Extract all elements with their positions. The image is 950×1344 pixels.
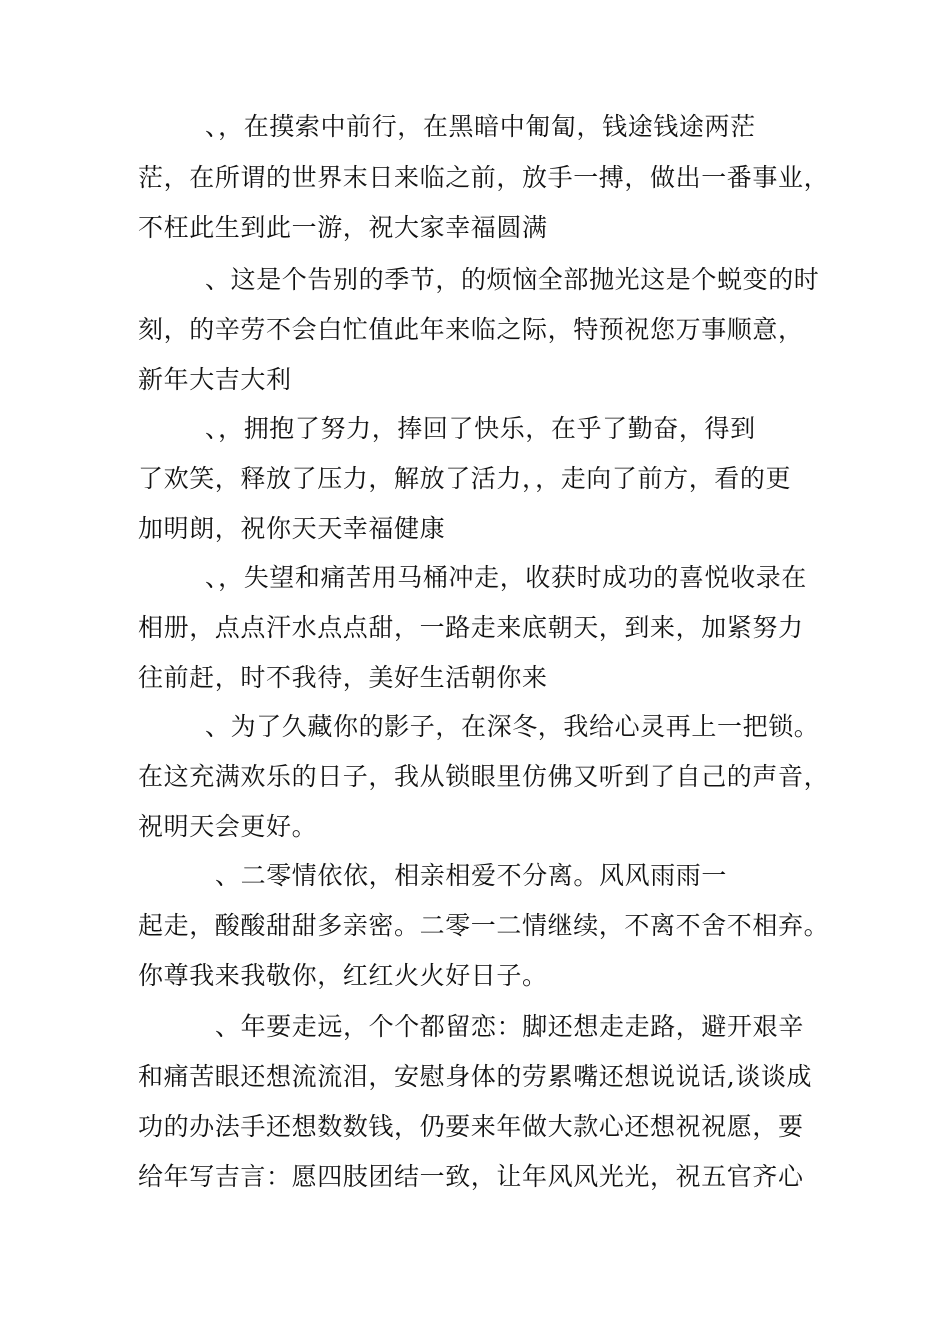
paragraph-5-line-2: 在这充满欢乐的日子，我从锁眼里仿佛又听到了自己的声音， <box>138 762 830 791</box>
paragraph-3-line-2: 了欢笑，释放了压力，解放了活力，，走向了前方，看的更 <box>138 464 792 493</box>
paragraph-5-line-3: 祝明天会更好。 <box>138 812 318 841</box>
paragraph-3-line-1: 、，拥抱了努力，捧回了快乐，在乎了勤奋，得到 <box>205 414 756 443</box>
paragraph-1-line-1: 、，在摸索中前行，在黑暗中匍匐，钱途钱途两茫 <box>205 112 756 141</box>
paragraph-4-line-2: 相册，点点汗水点点甜，一路走来底朝天，到来，加紧努力 <box>138 613 804 642</box>
paragraph-6-line-1: 、二零情依依，相亲相爱不分离。风风雨雨一 <box>215 861 728 890</box>
paragraph-7-line-1: 、年要走远，个个都留恋：脚还想走走路，避开艰辛 <box>215 1012 804 1041</box>
paragraph-7-line-2: 和痛苦眼还想流流泪，安慰身体的劳累嘴还想说说话,谈谈成 <box>138 1062 813 1091</box>
paragraph-2-line-3: 新年大吉大利 <box>138 365 292 394</box>
paragraph-1-line-3: 不枉此生到此一游，祝大家幸福圆满 <box>138 213 548 242</box>
paragraph-6-line-2: 起走，酸酸甜甜多亲密。二零一二情继续，不离不舍不相弃。 <box>138 911 830 940</box>
paragraph-6-line-3: 你尊我来我敬你，红红火火好日子。 <box>138 961 548 990</box>
paragraph-7-line-4: 给年写吉言：愿四肢团结一致，让年风风光光，祝五官齐心 <box>138 1162 804 1191</box>
paragraph-7-line-3: 功的办法手还想数数钱，仍要来年做大款心还想祝祝愿，要 <box>138 1112 804 1141</box>
paragraph-3-line-3: 加明朗，祝你天天幸福健康 <box>138 514 446 543</box>
paragraph-4-line-1: 、，失望和痛苦用马桶冲走，收获时成功的喜悦收录在 <box>205 563 807 592</box>
paragraph-2-line-2: 刻，的辛劳不会白忙值此年来临之际，特预祝您万事顺意， <box>138 315 804 344</box>
paragraph-4-line-3: 往前赶，时不我待，美好生活朝你来 <box>138 663 548 692</box>
paragraph-2-line-1: 、这是个告别的季节，的烦恼全部抛光这是个蜕变的时 <box>205 265 820 294</box>
paragraph-1-line-2: 茫，在所谓的世界末日来临之前，放手一搏，做出一番事业， <box>138 163 830 192</box>
paragraph-5-line-1: 、为了久藏你的影子，在深冬，我给心灵再上一把锁。 <box>205 712 820 741</box>
